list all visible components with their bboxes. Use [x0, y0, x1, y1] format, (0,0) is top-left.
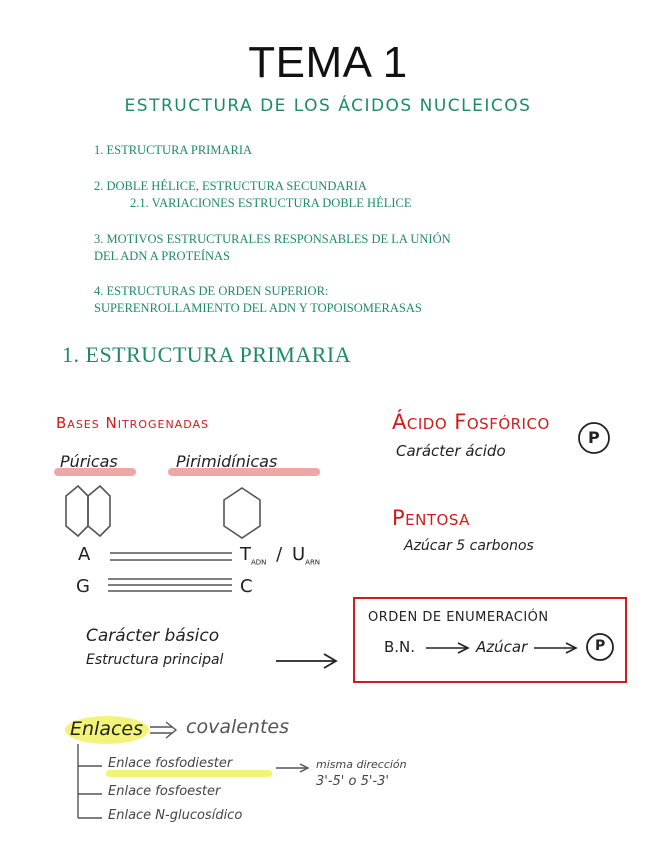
bond-item-1: Enlace fosfodiester [108, 756, 233, 771]
pentose-note: Azúcar 5 carbonos [404, 538, 534, 554]
base-a: A [78, 544, 91, 565]
gc-bond-lines [108, 579, 232, 591]
page-subtitle: ESTRUCTURA DE LOS ÁCIDOS NUCLEICOS [124, 96, 532, 116]
toc-item-3-cont: DEL ADN A PROTEÍNAS [94, 249, 231, 263]
pentose-heading: Pentosa [392, 506, 470, 530]
section-title: 1. ESTRUCTURA PRIMARIA [62, 342, 352, 367]
arrow-to-box-icon [276, 654, 336, 668]
covalent-arrow-icon [150, 722, 176, 738]
toc-item-4: 4. ESTRUCTURAS DE ORDEN SUPERIOR: [94, 284, 329, 298]
base-u-sub: ARN [305, 558, 321, 567]
toc-item-4-cont: SUPERENROLLAMIENTO DEL ADN Y TOPOISOMERASAS [94, 301, 422, 315]
base-c: C [240, 576, 253, 597]
toc-item-3: 3. MOTIVOS ESTRUCTURALES RESPONSABLES DE LA UNIÓN [94, 232, 451, 246]
bonds-covalent: covalentes [186, 716, 290, 738]
bases-heading: Bases Nitrogenadas [56, 414, 209, 432]
base-u: U [291, 544, 306, 565]
base-g: G [76, 576, 90, 597]
order-arrow-2-icon [534, 643, 576, 653]
order-item-bn: B.N. [384, 638, 416, 656]
direction-note-1: misma dirección [316, 758, 407, 771]
bond-tree-lines [78, 744, 102, 818]
bond-item-2: Enlace fosfoester [108, 784, 221, 799]
order-item-sugar: Azúcar [476, 638, 528, 656]
order-p-label: P [595, 638, 606, 654]
base-slash: / [276, 544, 283, 565]
basic-line-2: Estructura principal [86, 652, 224, 668]
bond-item-3: Enlace N-glucosídico [108, 808, 243, 823]
order-box-title: ORDEN DE ENUMERACIÓN [368, 610, 549, 625]
basic-line-1: Carácter básico [86, 626, 220, 646]
purine-ring-icon [66, 486, 110, 536]
direction-note-2: 3'-5' o 5'-3' [316, 774, 389, 789]
phosphoric-heading: Ácido Fosfórico [392, 410, 550, 434]
base-t: $T_{ADN} / U_{ARN}$ [240, 544, 321, 567]
toc-item-2-1: 2.1. VARIACIONES ESTRUCTURA DOBLE HÉLICE [130, 196, 412, 210]
bonds-heading: Enlaces [70, 718, 144, 740]
order-arrow-1-icon [426, 643, 468, 653]
pyrimidine-ring-icon [224, 488, 260, 538]
phosphate-p-label: P [588, 428, 600, 447]
toc-item-1: 1. ESTRUCTURA PRIMARIA [94, 143, 253, 157]
pyrimidines-label: Pirimidínicas [176, 452, 278, 471]
at-bond-lines [110, 553, 232, 560]
base-t-sub: ADN [251, 558, 267, 567]
purines-label: Púricas [60, 452, 118, 471]
direction-arrow-icon [276, 764, 308, 772]
page-title: TEMA 1 [248, 38, 408, 87]
toc-item-2: 2. DOBLE HÉLICE, ESTRUCTURA SECUNDARIA [94, 179, 367, 193]
phosphoric-note: Carácter ácido [396, 442, 506, 460]
